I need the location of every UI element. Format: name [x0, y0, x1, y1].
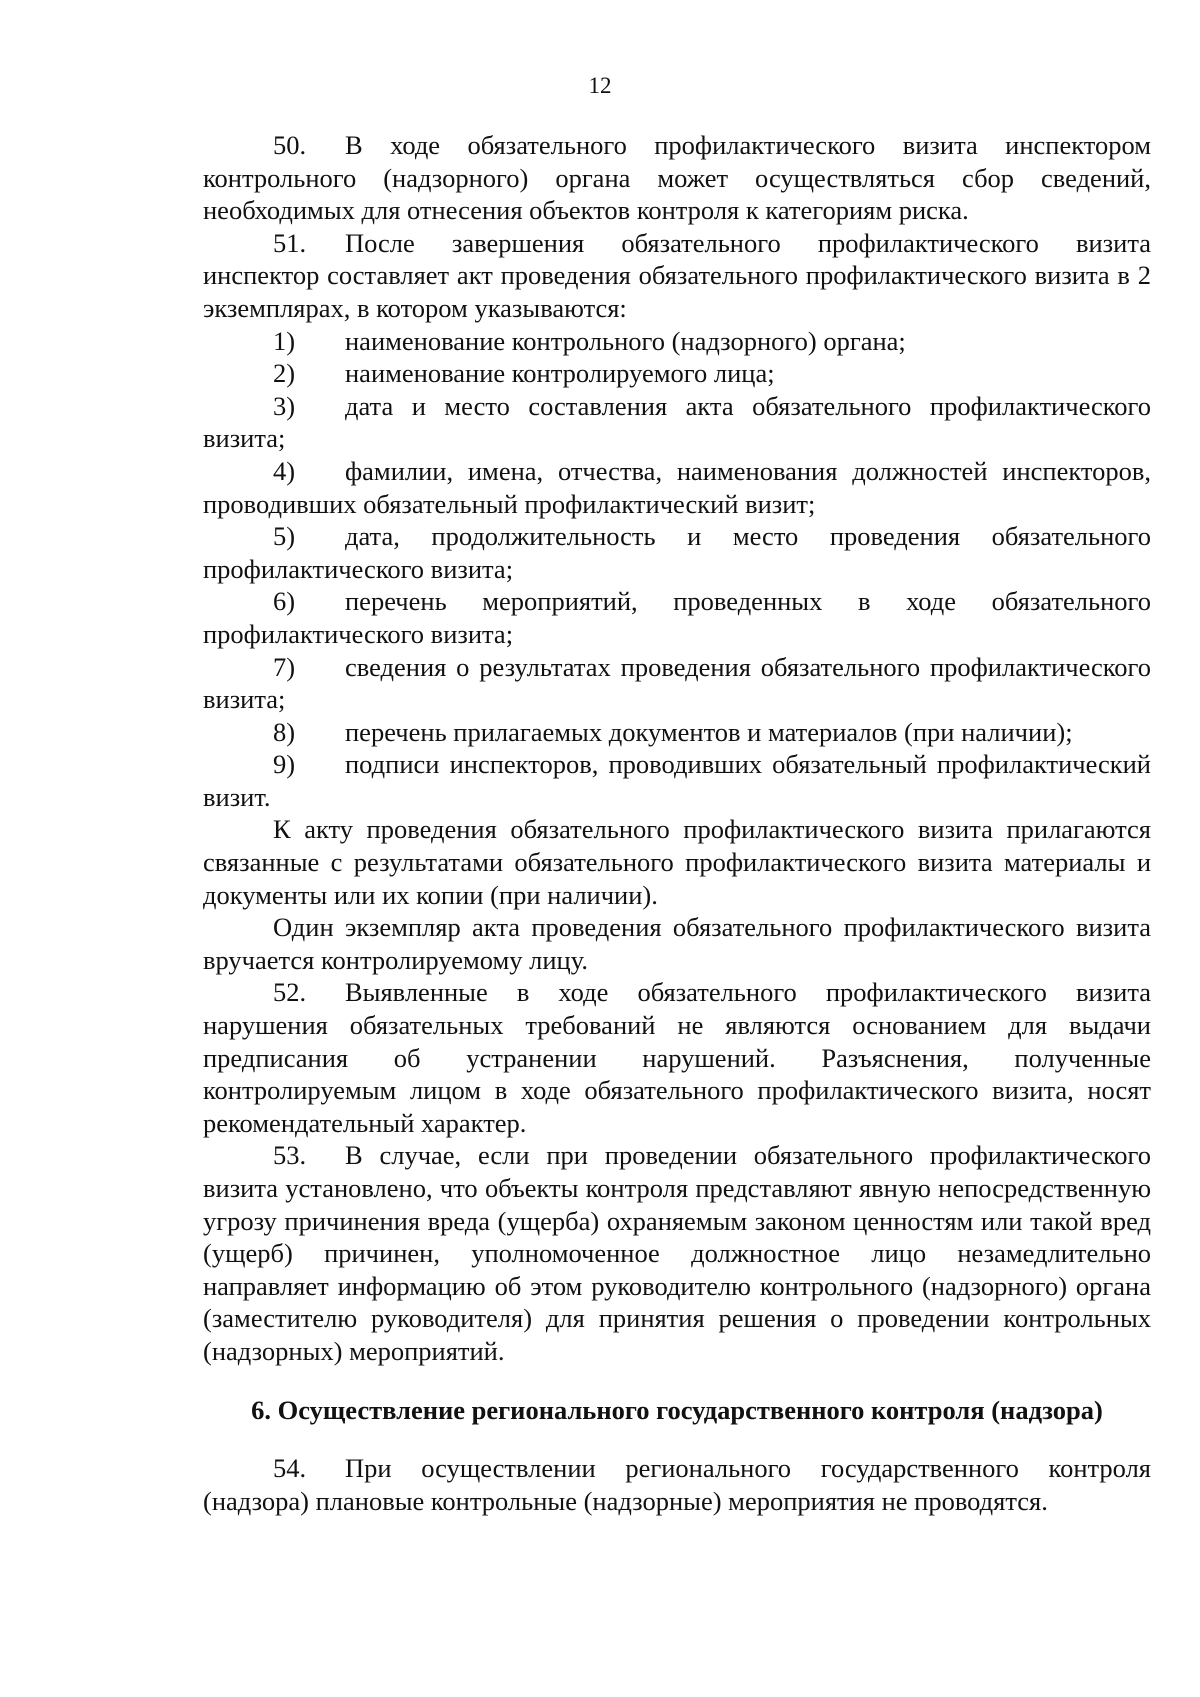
paragraph-text: В случае, если при проведении обязательного профилактического визита установлено, что объекты контроля представляют явную непосредственную угрозу причинения вреда (ущерба) охраняемым законом ценностям или такой вред (ущерб) причинен, уполномоченное должностное лицо незамедлительно направляет информацию об этом руководителю контрольного (надзорного) органа (заместителю руководителя) для принятия решения о проведении контрольных (надзорных) мероприятий.: [203, 1140, 1151, 1366]
paragraph-text: При осуществлении регионального государственного контроля (надзора) плановые контрольные (надзорные) мероприятия не проводятся.: [203, 1453, 1151, 1516]
paragraph-number: 50.: [273, 130, 307, 160]
list-item-4: [203, 455, 1151, 520]
list-item-text: перечень прилагаемых документов и материалов (при наличии);: [345, 716, 1073, 747]
paragraph-text: После завершения обязательного профилактического визита инспектор составляет акт проведения обязательного профилактического визита в 2 экземплярах, в котором указываются:: [203, 227, 1151, 323]
list-item-number: 8): [273, 716, 296, 747]
list-item-text: наименование контролируемого лица;: [345, 358, 775, 389]
list-item-number: 2): [273, 358, 296, 389]
paragraph-50: [203, 129, 1151, 227]
paragraph-text: В ходе обязательного профилактического визита инспектором контрольного (надзорного) органа может осуществляться сбор сведений, необходимых для отнесения объектов контроля к категориям риска.: [203, 130, 1151, 226]
paragraph-54: [203, 1452, 1151, 1517]
paragraph-text: К акту проведения обязательного профилактического визита прилагаются связанные с результатами обязательного профилактического визита материалы и документы или их копии (при наличии).: [203, 814, 1151, 910]
list-item-number: 4): [273, 455, 296, 486]
list-item-6: [203, 585, 1151, 650]
paragraph-53: [203, 1139, 1151, 1367]
list-item-2: [203, 357, 1151, 390]
paragraph-52: [203, 976, 1151, 1139]
list-item-text: подписи инспекторов, проводивших обязательный профилактический визит.: [203, 749, 1151, 812]
list-item-3: [203, 390, 1151, 455]
list-item-text: наименование контрольного (надзорного) органа;: [345, 325, 906, 356]
list-item-number: 7): [273, 651, 296, 682]
list-item-text: перечень мероприятий, проведенных в ходе обязательного профилактического визита;: [203, 586, 1151, 649]
list-item-7: [203, 651, 1151, 716]
list-item-number: 1): [273, 325, 296, 356]
list-item-text: фамилии, имена, отчества, наименования должностей инспекторов, проводивших обязательный профилактический визит;: [203, 455, 1151, 519]
list-item-text: дата и место составления акта обязательного профилактического визита;: [203, 390, 1151, 454]
paragraph-number: 54.: [273, 1453, 307, 1484]
paragraph-number: 51.: [273, 227, 307, 258]
page-number: 12: [588, 73, 612, 98]
paragraph-text: Выявленные в ходе обязательного профилактического визита нарушения обязательных требований не являются основанием для выдачи предписания об устранении нарушений. Разъяснения, полученные контролируемым лицом в ходе обязательного профилактического визита, носят рекомендательный характер.: [203, 977, 1151, 1138]
list-item-8: [203, 716, 1151, 749]
paragraph-number: 53.: [273, 1140, 307, 1171]
list-item-number: 3): [273, 390, 296, 421]
list-item-9: [203, 748, 1151, 813]
list-item-number: 6): [273, 586, 296, 617]
list-item-number: 9): [273, 749, 296, 780]
paragraph-51: [203, 227, 1151, 325]
paragraph-text: Один экземпляр акта проведения обязательного профилактического визита вручается контролируемому лицу.: [203, 912, 1151, 975]
list-item-1: [203, 325, 1151, 358]
document-body: [203, 129, 1151, 1517]
paragraph-attachments: [203, 813, 1151, 911]
section-heading: 6. Осуществление регионального государственного контроля (надзора): [251, 1394, 1103, 1425]
list-item-text: дата, продолжительность и место проведения обязательного профилактического визита;: [203, 521, 1151, 584]
paragraph-number: 52.: [273, 977, 307, 1008]
list-item-text: сведения о результатах проведения обязательного профилактического визита;: [203, 651, 1151, 715]
list-item-5: [203, 520, 1151, 585]
paragraph-copy: [203, 911, 1151, 976]
list-item-number: 5): [273, 521, 296, 552]
